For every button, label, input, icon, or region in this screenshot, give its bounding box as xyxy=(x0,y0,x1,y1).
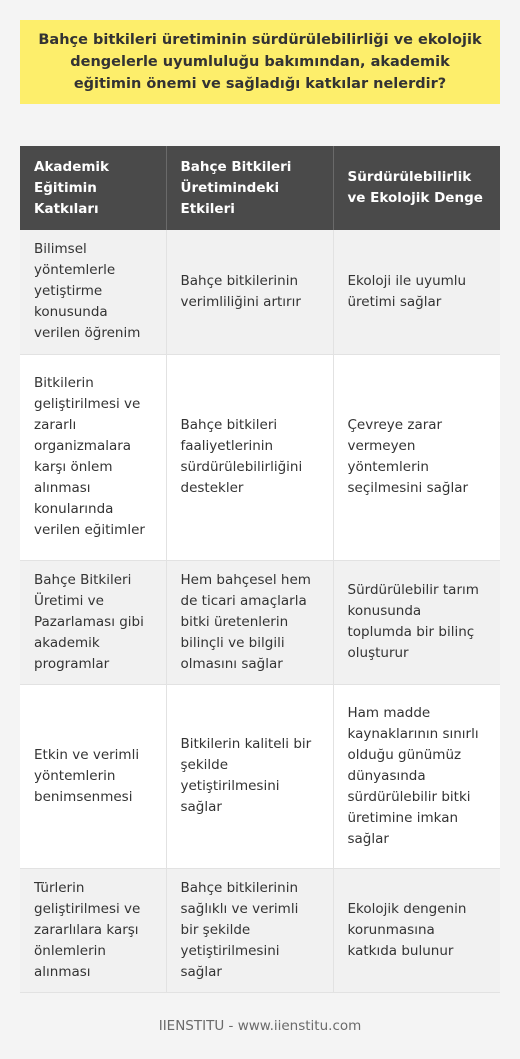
table-cell: Ekolojik dengenin korunmasına katkıda bulunur xyxy=(333,868,500,992)
comparison-table xyxy=(20,146,500,993)
column-header-academic-contributions: Akademik Eğitimin Katkıları xyxy=(20,146,166,230)
table-cell: Bitkilerin kaliteli bir şekilde yetiştirilmesini sağlar xyxy=(166,684,333,868)
table-row xyxy=(20,560,500,684)
table-cell: Çevreye zarar vermeyen yöntemlerin seçilmesini sağlar xyxy=(333,354,500,560)
table-cell: Hem bahçesel hem de ticari amaçlarla bitki üretenlerin bilinçli ve bilgili olmasını sağlar xyxy=(166,560,333,684)
table-row xyxy=(20,868,500,992)
table-cell: Ham madde kaynaklarının sınırlı olduğu günümüz dünyasında sürdürülebilir bitki üretimine imkan sağlar xyxy=(333,684,500,868)
table-header-row xyxy=(20,146,500,230)
question-text: Bahçe bitkileri üretiminin sürdürülebilirliği ve ekolojik dengelerle uyumluluğu bakımından, akademik eğitimin önemi ve sağladığı katkılar nelerdir? xyxy=(38,32,482,92)
table-cell: Bahçe bitkilerinin verimliliğini artırır xyxy=(166,230,333,354)
table-cell: Bitkilerin geliştirilmesi ve zararlı organizmalara karşı önlem alınması konularında verilen eğitimler xyxy=(20,354,166,560)
question-banner xyxy=(20,20,500,104)
table-cell: Bilimsel yöntemlerle yetiştirme konusunda verilen öğrenim xyxy=(20,230,166,354)
table-cell: Sürdürülebilir tarım konusunda toplumda bir bilinç oluşturur xyxy=(333,560,500,684)
table-cell: Etkin ve verimli yöntemlerin benimsenmesi xyxy=(20,684,166,868)
table-row xyxy=(20,354,500,560)
table-row xyxy=(20,230,500,354)
table-cell: Bahçe bitkilerinin sağlıklı ve verimli bir şekilde yetiştirilmesini sağlar xyxy=(166,868,333,992)
table-row xyxy=(20,684,500,868)
table-cell: Bahçe bitkileri faaliyetlerinin sürdürülebilirliğini destekler xyxy=(166,354,333,560)
table-cell: Ekoloji ile uyumlu üretimi sağlar xyxy=(333,230,500,354)
table-cell: Bahçe Bitkileri Üretimi ve Pazarlaması gibi akademik programlar xyxy=(20,560,166,684)
column-header-sustainability: Sürdürülebilirlik ve Ekolojik Denge xyxy=(333,146,500,230)
column-header-production-effects: Bahçe Bitkileri Üretimindeki Etkileri xyxy=(166,146,333,230)
footer-credit: IIENSTITU - www.iienstitu.com xyxy=(158,1018,362,1034)
table-cell: Türlerin geliştirilmesi ve zararlılara karşı önlemlerin alınması xyxy=(20,868,166,992)
